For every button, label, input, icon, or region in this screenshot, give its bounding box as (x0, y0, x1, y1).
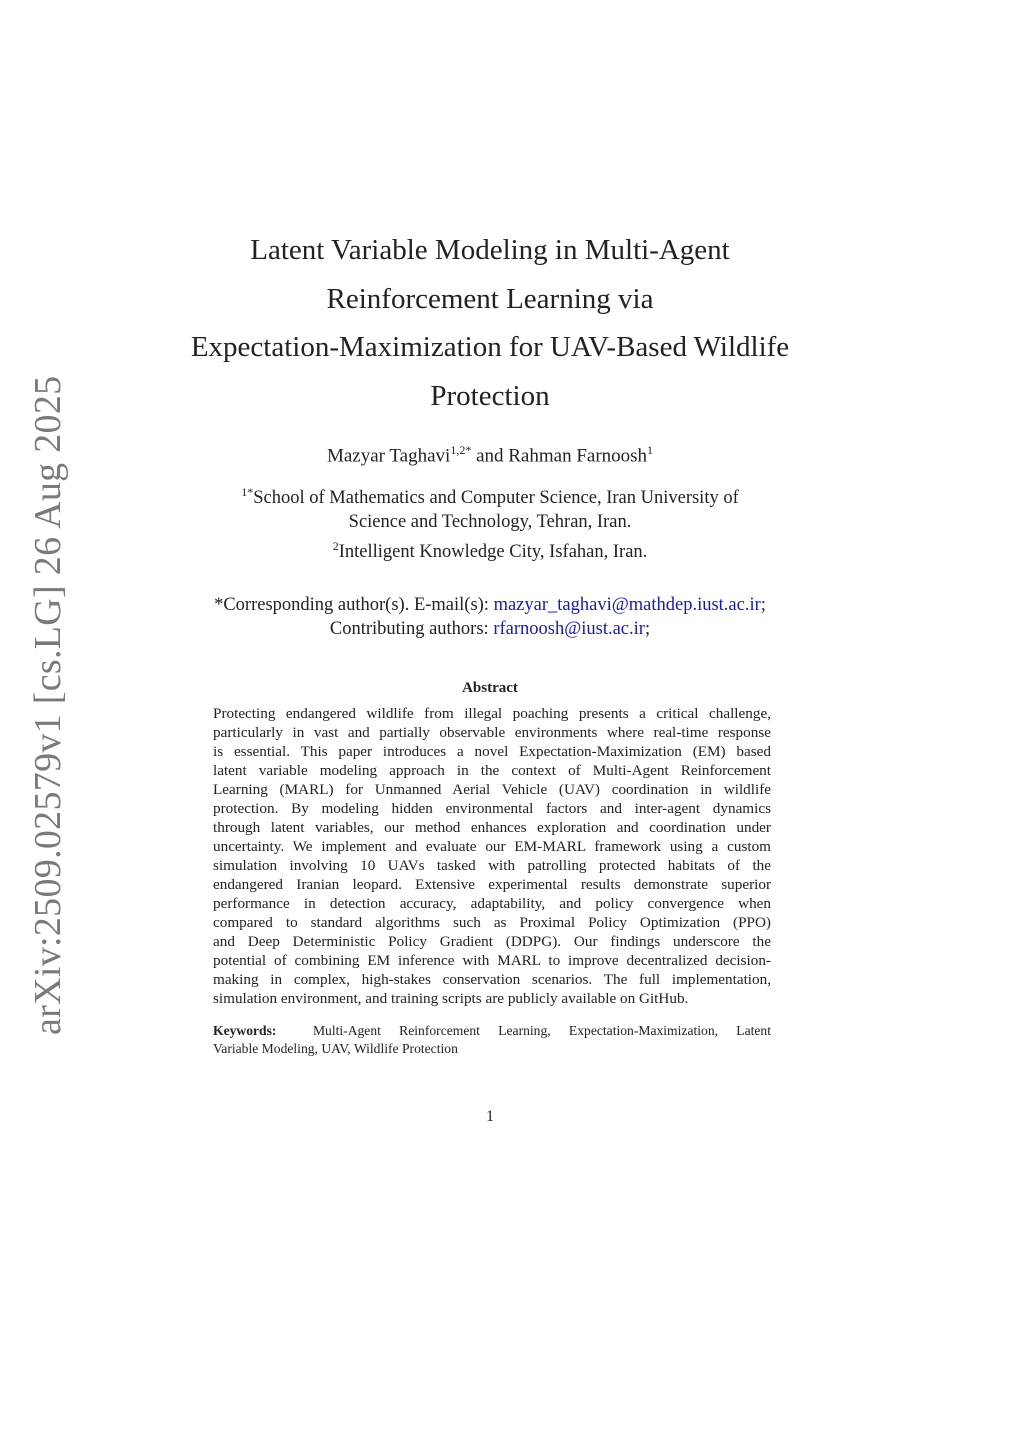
affiliation-mark: 1* (241, 485, 254, 499)
title-line: Latent Variable Modeling in Multi-Agent (250, 234, 730, 266)
correspondence (130, 593, 850, 641)
abstract-line: simulation involving 10 UAVs tasked with patrolling protected habitats of the (213, 857, 771, 874)
abstract-line: compared to standard algorithms such as Proximal Policy Optimization (PPO) (213, 914, 771, 931)
corresponding-suffix: ; (760, 595, 766, 615)
affiliation-text: School of Mathematics and Computer Science, Iran University of (253, 488, 739, 509)
abstract-line: is essential. This paper introduces a novel Expectation-Maximization (EM) based (213, 743, 771, 760)
keywords-label: Keywords: (213, 1023, 277, 1038)
keywords-line-1 (213, 1022, 771, 1040)
author-connector: and (471, 445, 509, 467)
title-line: Reinforcement Learning via (326, 282, 654, 315)
contributing-prefix: Contributing authors: (329, 619, 494, 639)
abstract-line: latent variable modeling approach in the context of Multi-Agent Reinforcement (213, 762, 771, 779)
contributing-email-link[interactable]: rfarnoosh@iust.ac.ir (493, 619, 645, 639)
author-list (160, 443, 820, 467)
author-name: Rahman Farnoosh (508, 445, 648, 467)
contributing-suffix: ; (644, 619, 651, 639)
title-line: Protection (430, 379, 550, 412)
affiliation-mark: 2 (332, 539, 339, 554)
abstract-line: potential of combining EM inference with MARL to improve decentralized decision- (213, 952, 771, 969)
contributing-authors-line (130, 617, 850, 641)
abstract-line: and Deep Deterministic Policy Gradient (DDPG). Our findings underscore the (213, 933, 771, 950)
title-line: Expectation-Maximization for UAV-Based Wildlife (190, 331, 790, 363)
abstract-line: simulation environment, and training scripts are publicly available on GitHub. (213, 990, 689, 1007)
affiliations (160, 480, 820, 564)
author-name: Mazyar Taghavi (326, 445, 451, 467)
affiliation-1 (160, 480, 820, 510)
affiliation-1-cont: Science and Technology, Tehran, Iran. (348, 512, 632, 533)
abstract-line: protection. By modeling hidden environmental factors and inter-agent dynamics (213, 800, 771, 817)
corresponding-email-link[interactable]: mazyar_taghavi@mathdep.iust.ac.ir (493, 595, 761, 615)
corresponding-author-line (130, 593, 850, 617)
keywords-text: Multi-Agent Reinforcement Learning, Expectation-Maximization, Latent (312, 1023, 771, 1038)
abstract-line: through latent variables, our method enhances exploration and coordination under (213, 819, 771, 836)
keywords-section (213, 1022, 771, 1057)
paper-title (160, 226, 820, 420)
abstract-line: Protecting endangered wildlife from illegal poaching presents a critical challenge, (213, 705, 771, 722)
abstract-line: uncertainty. We implement and evaluate our EM-MARL framework using a custom (213, 838, 771, 855)
abstract-line: Learning (MARL) for Unmanned Aerial Vehicle (UAV) coordination in wildlife (213, 781, 771, 798)
corresponding-prefix: *Corresponding author(s). E-mail(s): (214, 595, 494, 615)
abstract-line: making in complex, high-stakes conservation scenarios. The full implementation, (213, 971, 771, 988)
abstract-heading: Abstract (462, 680, 518, 696)
affiliation-text: Intelligent Knowledge City, Isfahan, Iran. (338, 542, 648, 563)
author-affiliation-mark: 1,2* (450, 443, 472, 457)
affiliation-2 (160, 534, 820, 564)
page-number: 1 (486, 1108, 494, 1125)
abstract-line: endangered Iranian leopard. Extensive experimental results demonstrate superior (213, 876, 771, 893)
author-affiliation-mark: 1 (647, 443, 654, 457)
arxiv-identifier-stamp: arXiv:2509.02579v1 [cs.LG] 26 Aug 2025 (27, 375, 69, 1035)
keywords-line-2: Variable Modeling, UAV, Wildlife Protection (213, 1040, 458, 1056)
abstract-line: performance in detection accuracy, adaptability, and policy convergence when (213, 895, 771, 912)
abstract-body (213, 704, 771, 1008)
abstract-line: particularly in vast and partially observable environments where real-time response (213, 724, 771, 741)
